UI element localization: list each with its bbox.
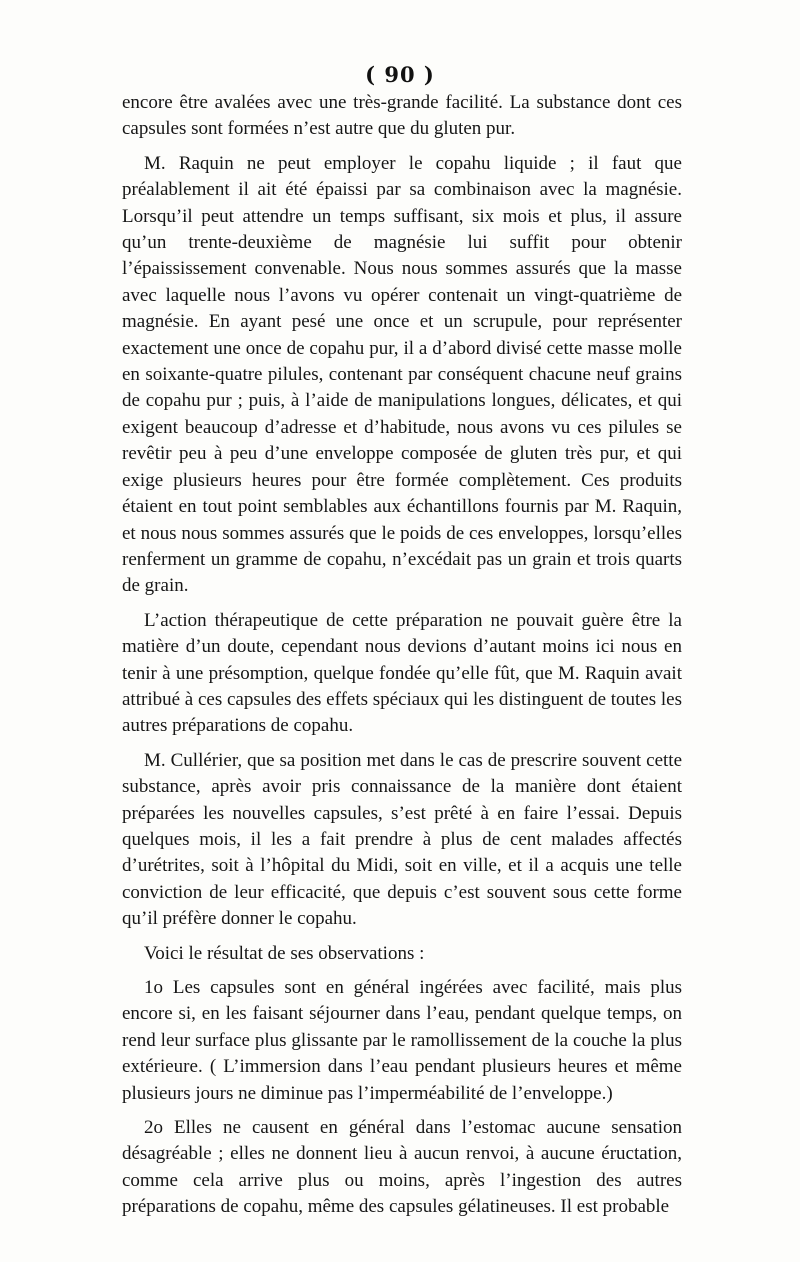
paragraph-cullerier: M. Cullérier, que sa position met dans le cas de prescrire souvent cette substance, après avoir pris connaissance de la manière dont étaient préparées les nouvelles capsules, s’est prêté à en faire l’essai. Depuis quelques mois, il les a fait prendre à plus de cent malades affectés d’urétrites, soit à l’hôpital du Midi, soit en ville, et il a acquis une telle conviction de leur efficacité, que depuis c’est souvent sous cette forme qu’il préfère donner le copahu. bbox=[122, 749, 682, 930]
page-number: ( 90 ) bbox=[365, 62, 435, 87]
paragraph-raquin-method: M. Raquin ne peut employer le copahu liquide ; il faut que préalablement il ait été épaissi par sa combinaison avec la magnésie. Lorsqu’il peut attendre un temps suffisant, six mois et plus, il assure qu’un trente-deuxième de magnésie lui suffit pour obtenir l’épaississement convenable. Nous nous sommes assurés que la masse avec laquelle nous l’avons vu opérer contenait un vingt-quatrième de magnésie. En ayant pesé une once et un scrupule, pour représenter exactement une once de copahu pur, il a d’abord divisé cette masse molle en soixante-quatre pilules, contenant par conséquent chacune neuf grains de copahu pur ; puis, à l’aide de manipulations longues, délicates, et qui exigent beaucoup d’adresse et d’habitude, nous avons vu ces pilules se revêtir peu à peu d’une enveloppe composée de gluten très pur, et qui exige plusieurs heures pour être formée complètement. Ces produits étaient en tout point semblables aux échantillons fournis par M. Raquin, et nous nous sommes assurés que le poids de ces enveloppes, lorsqu’elles renferment un gramme de copahu, n’excédait pas un grain et trois quarts de grain. bbox=[122, 152, 682, 597]
paragraph-observation-2: 2o Elles ne causent en général dans l’estomac aucune sensation désagréable ; elles ne donnent lieu à aucun renvoi, à aucune éructation, comme cela arrive plus ou moins, après l’ingestion des autres préparations de copahu, même des capsules gélatineuses. Il est probable bbox=[122, 1117, 682, 1218]
body-text bbox=[122, 90, 682, 1229]
paragraph-observations-intro: Voici le résultat de ses observations : bbox=[144, 942, 425, 964]
paragraph-therapeutic-action: L’action thérapeutique de cette préparation ne pouvait guère être la matière d’un doute, cependant nous devions d’autant moins ici nous en tenir à une présomption, quelque fondée qu’elle fût, que M. Raquin avait attribué à ces capsules des effets spéciaux qui les distinguent de toutes les autres préparations de copahu. bbox=[122, 609, 682, 737]
paragraph-observation-1: 1o Les capsules sont en général ingérées avec facilité, mais plus encore si, en les faisant séjourner dans l’eau, pendant quelque temps, on rend leur surface plus glissante par le ramollissement de la couche la plus extérieure. ( L’immersion dans l’eau pendant plusieurs heures et même plusieurs jours ne diminue pas l’imperméabilité de l’enveloppe.) bbox=[122, 977, 682, 1104]
paragraph-continuation: encore être avalées avec une très-grande facilité. La substance dont ces capsules sont formées n’est autre que du gluten pur. bbox=[122, 92, 682, 140]
